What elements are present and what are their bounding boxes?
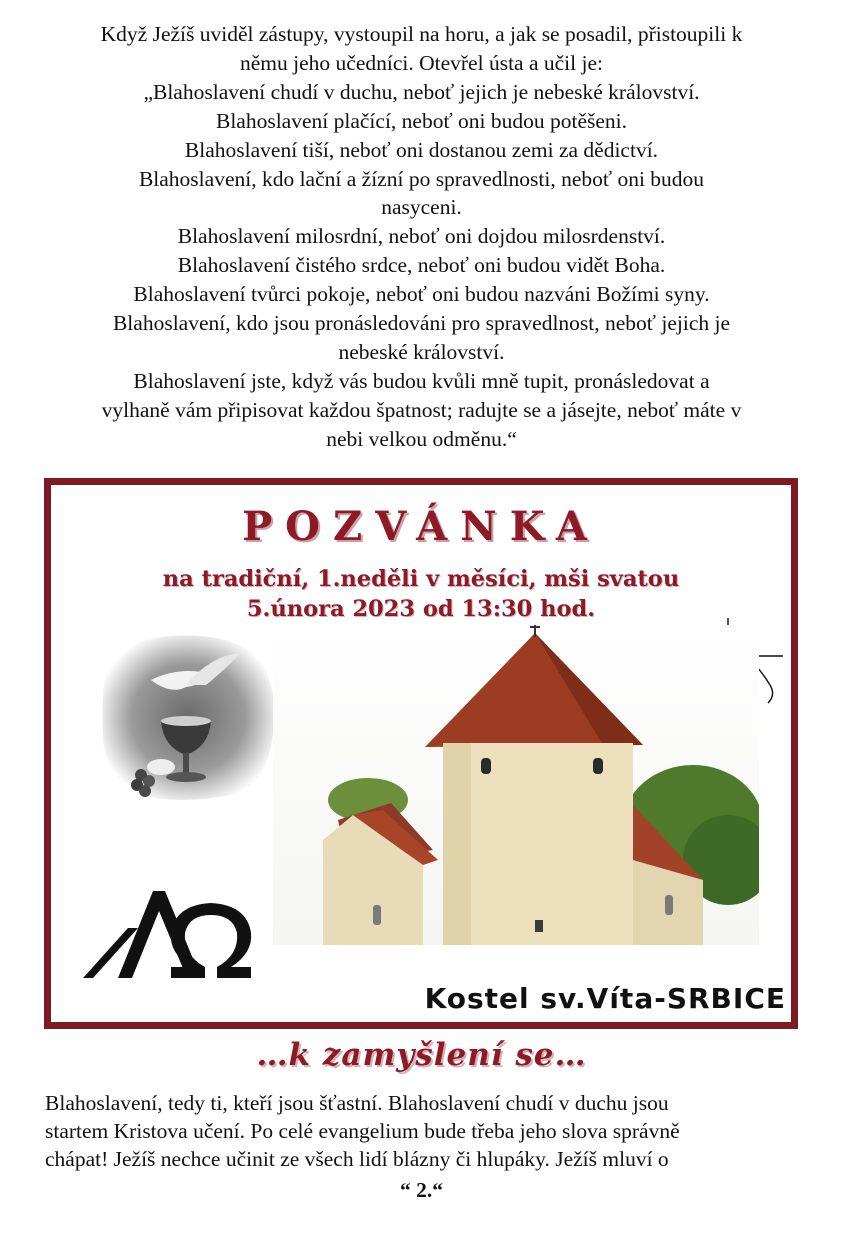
scripture-line: Blahoslavení, kdo jsou pronásledováni pro spravedlnost, neboť jejich je: [112, 311, 731, 336]
invitation-card-body: [51, 485, 791, 1022]
scripture-line: Blahoslavení jste, když vás budou kvůli mně tupit, pronásledovat a: [133, 368, 710, 393]
scripture-text: [40, 20, 803, 454]
scripture-line: Blahoslavení milosrdní, neboť oni dojdou milosrdenství.: [177, 224, 666, 249]
scripture-line: nasyceni.: [381, 195, 462, 220]
scripture-line: nebeské království.: [338, 339, 505, 364]
scripture-line: Když Ježíš uviděl zástupy, vystoupil na horu, a jak se posadil, přistoupili k: [100, 22, 743, 46]
alpha-omega-symbol: [83, 883, 258, 983]
reflection-text: [45, 1089, 805, 1173]
invitation-date: 5.února 2023 od 13:30 hod.: [246, 596, 596, 622]
reflection-line: chápat! Ježíš nechce učinit ze všech lidí blázny či hlupáky. Ježíš mluví o: [45, 1147, 669, 1171]
scripture-line: Blahoslavení tvůrci pokoje, neboť oni budou nazváni Božími syny.: [133, 282, 710, 307]
invitation-title: POZVÁNKA: [242, 503, 600, 550]
reflection-line: Blahoslavení, tedy ti, kteří jsou šťastní. Blahoslavení chudí v duchu jsou: [45, 1091, 669, 1115]
church-photo: [273, 625, 759, 965]
church-name: Kostel sv.Víta-SRBICE: [424, 982, 786, 1015]
scripture-line: nebi velkou odměnu.“: [326, 426, 517, 451]
reflection-line: startem Kristova učení. Po celé evangelium bude třeba jeho slova správně: [45, 1119, 680, 1143]
scripture-line: Blahoslavení čistého srdce, neboť oni budou vidět Boha.: [177, 253, 666, 278]
scripture-line: němu jeho učedníci. Otevřel ústa a učil je:: [240, 50, 603, 75]
invitation-subtitle: na tradiční, 1.neděli v měsíci, mši svatou: [162, 566, 680, 592]
scripture-line: Blahoslavení tiší, neboť oni dostanou zemi za dědictví.: [184, 137, 659, 162]
scripture-line: Blahoslavení plačící, neboť oni budou potěšeni.: [215, 108, 628, 133]
page-number: “ 2.“: [400, 1178, 443, 1202]
chalice-dove-illustration: [91, 625, 281, 805]
scripture-line: Blahoslavení, kdo lační a žízní po spravedlnosti, neboť oni budou: [138, 166, 705, 191]
scripture-line: vylhaně vám připisovat každou špatnost; radujte se a jásejte, neboť máte v: [101, 397, 742, 422]
scripture-line: „Blahoslavení chudí v duchu, neboť jejich je nebeské království.: [143, 79, 700, 104]
invitation-card: [44, 478, 798, 1029]
reflection-heading: …k zamyšlení se…: [256, 1037, 587, 1073]
